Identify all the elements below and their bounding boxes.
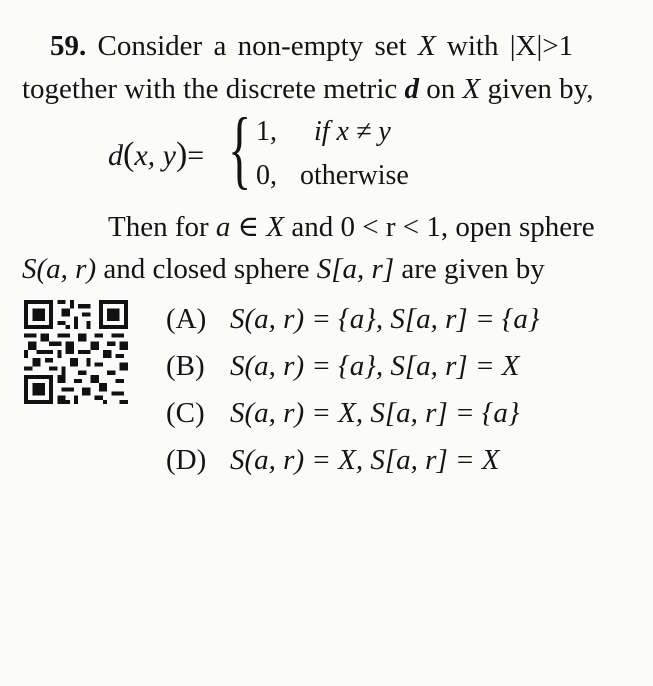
option-text: S(a, r) = X, S[a, r] = X [230,444,500,476]
option-label: (D) [166,444,207,476]
statement-post-2: are given by [401,253,545,285]
formula-args: x, y [134,139,176,172]
option-c[interactable] [166,396,520,430]
case-1-value: 1, [256,116,277,147]
option-text: S(a, r) = {a}, S[a, r] = {a} [230,303,540,335]
option-label: (C) [166,397,205,429]
formula-function: d [108,139,123,172]
option-b[interactable] [166,349,520,383]
question-text-2-post: given by, [487,73,594,105]
question-text-1-tail: with |X|>1 [446,30,574,62]
option-text: S(a, r) = X, S[a, r] = {a} [230,397,520,429]
question-line-2 [22,72,594,106]
option-a[interactable] [166,302,539,336]
statement-line-1 [108,210,595,244]
option-d[interactable] [166,443,500,477]
set-variable-2: X [462,73,481,105]
membership-condition: a ∈ X [215,211,285,243]
statement-text: Then for [108,211,209,243]
statement-line-2 [22,252,545,286]
question-text-2-mid: on [426,73,456,105]
qr-code-icon [24,300,128,404]
question-text-1: Consider a non-empty set [97,30,407,62]
discrete-metric-formula [108,101,438,200]
option-label: (B) [166,350,205,382]
formula-equals: = [187,139,205,172]
metric-variable: d [404,73,419,105]
question-text-2: together with the discrete metric [22,73,398,105]
statement-and: and [291,211,334,243]
left-brace-icon: { [228,101,252,198]
statement-mid: and closed sphere [103,253,310,285]
option-text: S(a, r) = {a}, S[a, r] = X [230,350,520,382]
option-label: (A) [166,303,207,335]
statement-post: , open sphere [440,211,595,243]
case-1-condition: if x ≠ y [314,116,391,147]
question-number: 59. [50,30,87,62]
question-line-1 [50,29,573,63]
set-variable: X [417,30,436,62]
radius-range: 0 < r < 1 [340,211,441,243]
case-2-value: 0, [256,160,277,191]
open-sphere: S(a, r) [22,253,97,285]
case-2-condition: otherwise [300,160,409,191]
formula-lhs: d(x, y)= [108,136,205,173]
closed-sphere: S[a, r] [316,253,395,285]
